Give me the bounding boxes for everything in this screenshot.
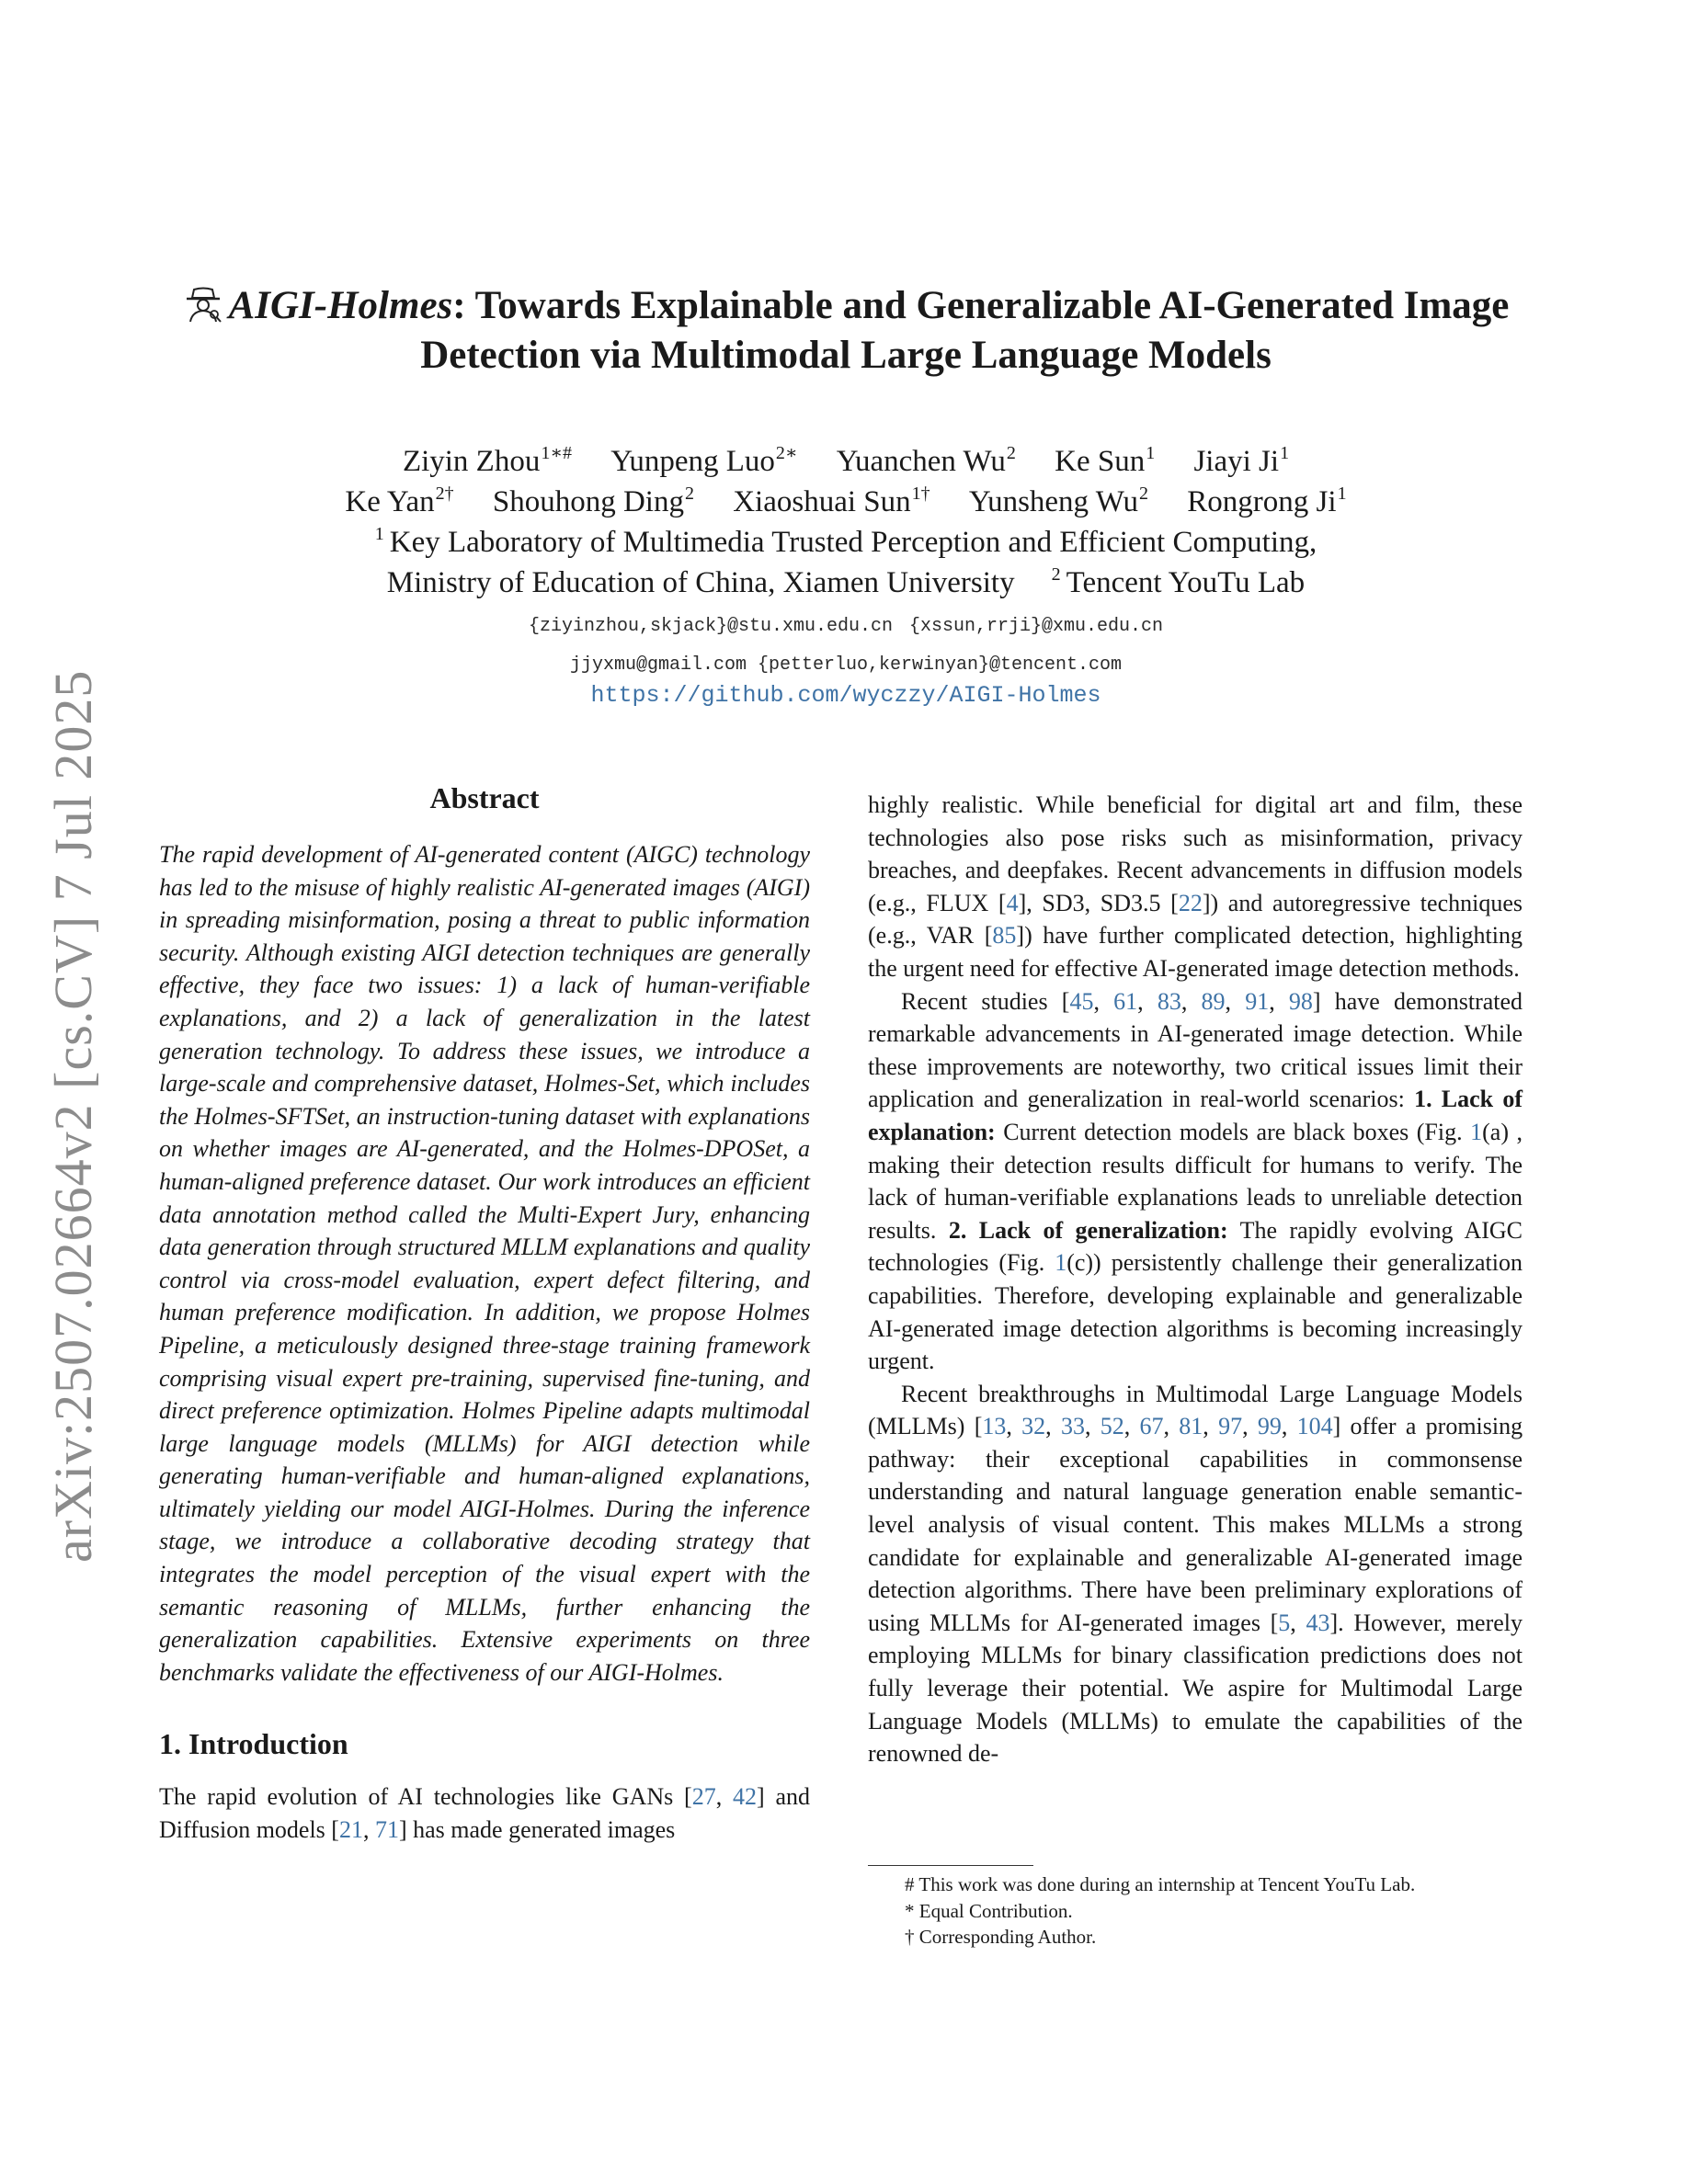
author [733,485,930,518]
footnotes [868,1865,1523,1951]
issue-2-label: 2. Lack of generalization: [948,1216,1228,1244]
title-line-1 [138,281,1554,331]
email-xmu-stu[interactable]: {ziyinzhou,skjack}@stu.xmu.edu.cn [528,616,894,637]
author-name: Shouhong Ding [492,485,684,518]
citation-link[interactable]: 61 [1113,987,1138,1015]
paragraph-text: ] have demonstrated remarkable advancements in AI-generated image detection. While these improvements are noteworthy, two critical issues limit their application and generalization in real-world scenarios: [868,987,1523,1113]
email-line-1 [138,608,1554,646]
issue-1-label: 1. Lack of explanation: [868,1086,1523,1145]
author-name: Xiaoshuai Sun [733,485,911,518]
footnote-corresponding-author: † Corresponding Author. [905,1926,1097,1948]
author-line-1 [138,441,1554,482]
citation-link[interactable]: 5 [1278,1609,1291,1636]
author-name: Yunsheng Wu [968,485,1139,518]
author-affil-mark: 1∗# [541,443,572,463]
author [1193,445,1289,478]
author-affil-mark: 2 [1006,443,1016,463]
author [345,485,453,518]
abstract-heading: Abstract [429,781,540,814]
citation-link[interactable]: 32 [1021,1413,1046,1440]
citation-link[interactable]: 81 [1179,1413,1203,1440]
affiliation-mark: 1 [374,524,384,544]
citation-link[interactable]: 83 [1157,987,1181,1015]
paragraph-text: Recent studies [ [901,987,1070,1015]
intro-text: ] has made generated images [398,1816,676,1844]
citation-link[interactable]: 85 [992,922,1017,950]
affiliation-1-cont: Ministry of Education of China, Xiamen University [386,566,1015,599]
title-line-2: Detection via Multimodal Large Language Models [420,334,1272,377]
author-name: Rongrong Ji [1187,485,1337,518]
citation-link[interactable]: 22 [1178,889,1203,916]
affiliation-2: Tencent YouTu Lab [1066,566,1306,599]
citation-link[interactable]: 91 [1245,987,1270,1015]
author [403,445,572,478]
citation-link[interactable]: 4 [1006,889,1019,916]
left-column [159,779,810,1847]
github-link[interactable]: https://github.com/wyczzy/AIGI-Holmes [590,682,1101,709]
author [610,445,797,478]
author-affil-mark: 1 [1280,443,1290,463]
paragraph-text: ], SD3, SD3.5 [ [1018,889,1179,916]
citation-link[interactable]: 98 [1288,987,1313,1015]
author [493,485,694,518]
author-affil-mark: 1 [1146,443,1156,463]
figure-link[interactable]: 1 [1470,1118,1483,1145]
footnote-divider [868,1865,1033,1866]
author-name: Yunpeng Luo [610,445,775,478]
paragraph-text: The rapidly evolving AIGC technologies (Fig. [868,1216,1523,1277]
citation-link[interactable]: 89 [1201,987,1226,1015]
citation-link[interactable]: 99 [1257,1413,1282,1440]
author-affil-mark: 1† [911,483,930,504]
right-column [868,789,1523,1770]
citation-link[interactable]: 104 [1296,1413,1333,1440]
author-affil-mark: 2 [684,483,694,504]
email-line-2[interactable]: jjyxmu@gmail.com {petterluo,kerwinyan}@tencent.com [569,654,1123,676]
affiliation-mark: 2 [1051,564,1061,585]
intro-text: The rapid evolution of AI technologies like GANs [ [159,1783,692,1811]
author-name: Ke Sun [1055,445,1146,478]
abstract-body: The rapid development of AI-generated content (AIGC) technology has led to the misuse of highly realistic AI-generated images (AIGI) in spreading misinformation, posing a threat to public information security. Although existing AIGI detection techniques are generally effective, they face two issues: 1) a lack of human-verifiable explanations, and 2) a lack of generalization in the latest generation technology. To address these issues, we introduce a large-scale and comprehensive dataset, Holmes-Set, which includes the Holmes-SFTSet, an instruction-tuning dataset with explanations on whether images are AI-generated, and the Holmes-DPOSet, a human-aligned preference dataset. Our work introduces an efficient data annotation method called the Multi-Expert Jury, enhancing data generation through structured MLLM explanations and quality control via cross-model evaluation, expert defect filtering, and human preference modification. In addition, we propose Holmes Pipeline, a meticulously designed three-stage training framework comprising visual expert pre-training, supervised fine-tuning, and direct preference optimization. Holmes Pipeline adapts multimodal large language models (MLLMs) for AIGI detection while generating human-verifiable and human-aligned explanations, ultimately yielding our model AIGI-Holmes. During the inference stage, we introduce a collaborative decoding strategy that integrates the model perception of the visual expert with the semantic reasoning of MLLMs, further enhancing the generalization capabilities. Extensive experiments on three benchmarks validate the effectiveness of our AIGI-Holmes. [159,841,810,1686]
paragraph-text: highly realistic. While beneficial for digital art and film, these technologies also pose risks such as misinformation, privacy breaches, and deepfakes. Recent advancements in diffusion models (e.g., FLUX [ [868,791,1523,916]
author-affil-mark: 2 [1139,483,1149,504]
detective-icon [183,287,223,324]
author-name: Ke Yan [345,485,435,518]
citation-link[interactable]: 13 [982,1413,1007,1440]
paragraph-1 [868,789,1523,985]
footnote-equal-contribution: * Equal Contribution. [905,1899,1073,1922]
paragraph-text: (c)) persistently challenge their generalization capabilities. Therefore, developing explainable and generalizable AI-generated image detection algorithms is becoming increasingly urgent. [868,1249,1523,1375]
arxiv-watermark: arXiv:2507.02664v2 [cs.CV] 7 Jul 2025 [43,669,103,1563]
email-xmu[interactable]: {xssun,rrji}@xmu.edu.cn [909,616,1164,637]
title-line-1-text: : Towards Explainable and Generalizable AI-Generated Image [452,284,1510,327]
author [1187,485,1346,518]
citation-link[interactable]: 67 [1139,1413,1164,1440]
paragraph-3: Recent breakthroughs in Multimodal Large Language Models (MLLMs) [13, 32, 33, 52, 67, 81, 97, 99, 104] offer a promising pathway: their exceptional capabilities in commonsense understanding and natural language generation enable semantic-level analysis of visual content. This makes MLLMs a strong candidate for explainable and generalizable AI-generated image detection algorithms. There have been preliminary explorations of using MLLMs for AI-generated images [5, 43]. However, merely employing MLLMs for binary classification predictions does not fully leverage their potential. We aspire for Multimodal Large Language Models (MLLMs) to emulate the capabilities of the renowned de- [868,1380,1523,1768]
citation-link[interactable]: 42 [733,1783,757,1811]
affiliation-line-1 [138,522,1554,563]
affiliation-line-2 [138,563,1554,603]
introduction-paragraph: The rapid evolution of AI technologies like GANs [27, 42] and Diffusion models [21, 71] has made generated images [159,1783,811,1844]
citation-link[interactable]: 52 [1100,1413,1124,1440]
paragraph-2: Recent studies [45, 61, 83, 89, 91, 98] have demonstrated remarkable advancements in AI-generated image detection. While these improvements are noteworthy, two critical issues limit their application and generalization in real-world scenarios: 1. Lack of explanation: Current detection models are black boxes (Fig. 1(a) , making their detection results difficult for humans to verify. The lack of human-verifiable explanations leads to unreliable detection results. 2. Lack of generalization: The rapidly evolving AIGC technologies (Fig. 1(c)) persistently challenge their generalization capabilities. Therefore, developing explainable and generalizable AI-generated image detection algorithms is becoming increasingly urgent. [868,987,1523,1375]
footnote-internship: # This work was done during an internship at Tencent YouTu Lab. [905,1873,1416,1895]
paragraph-text: ]. However, merely employing MLLMs for binary classification predictions does not fully leverage their potential. We aspire for Multimodal Large Language Models (MLLMs) to emulate the capabilities of the renowned de- [868,1609,1523,1768]
citation-link[interactable]: 27 [691,1783,716,1811]
citation-link[interactable]: 97 [1218,1413,1243,1440]
title-model-name: AIGI-Holmes [228,284,453,327]
author-block [138,441,1554,603]
paragraph-text: (a) , making their detection results difficult for humans to verify. The lack of human-verifiable explanations leads to unreliable detection results. [868,1118,1523,1244]
citation-link[interactable]: 43 [1306,1609,1330,1636]
email-block [138,608,1554,685]
author [837,445,1016,478]
author-name: Yuanchen Wu [836,445,1006,478]
paragraph-text: ]) and autoregressive techniques (e.g., VAR [ [868,889,1523,950]
intro-text: ] and Diffusion models [ [159,1783,811,1844]
author [969,485,1148,518]
paragraph-text: ] offer a promising pathway: their exceptional capabilities in commonsense understanding and natural language generation enable semantic-level analysis of visual content. This makes MLLMs a strong candidate for explainable and generalizable AI-generated image detection algorithms. There have been preliminary explorations of using MLLMs for AI-generated images [ [868,1413,1523,1636]
affiliation-1: Key Laboratory of Multimedia Trusted Perception and Efficient Computing, [389,526,1317,559]
citation-link[interactable]: 21 [338,1816,363,1844]
author-affil-mark: 2† [435,483,454,504]
citation-link[interactable]: 33 [1060,1413,1085,1440]
author-affil-mark: 1 [1337,483,1347,504]
citation-link[interactable]: 71 [374,1816,399,1844]
paragraph-text: Recent breakthroughs in Multimodal Large Language Models (MLLMs) [ [868,1380,1523,1440]
paragraph-text: Current detection models are black boxes (Fig. [995,1118,1471,1145]
paper-title [138,281,1554,381]
author [1055,445,1155,478]
author-name: Ziyin Zhou [402,445,541,478]
author-line-2 [138,482,1554,522]
paragraph-text: ]) have further complicated detection, highlighting the urgent need for effective AI-generated image detection methods. [868,922,1523,982]
author-name: Jiayi Ji [1193,445,1280,478]
author-affil-mark: 2∗ [775,443,798,463]
citation-link[interactable]: 45 [1069,987,1094,1015]
introduction-heading: 1. Introduction [159,1727,348,1761]
figure-link[interactable]: 1 [1055,1249,1067,1277]
